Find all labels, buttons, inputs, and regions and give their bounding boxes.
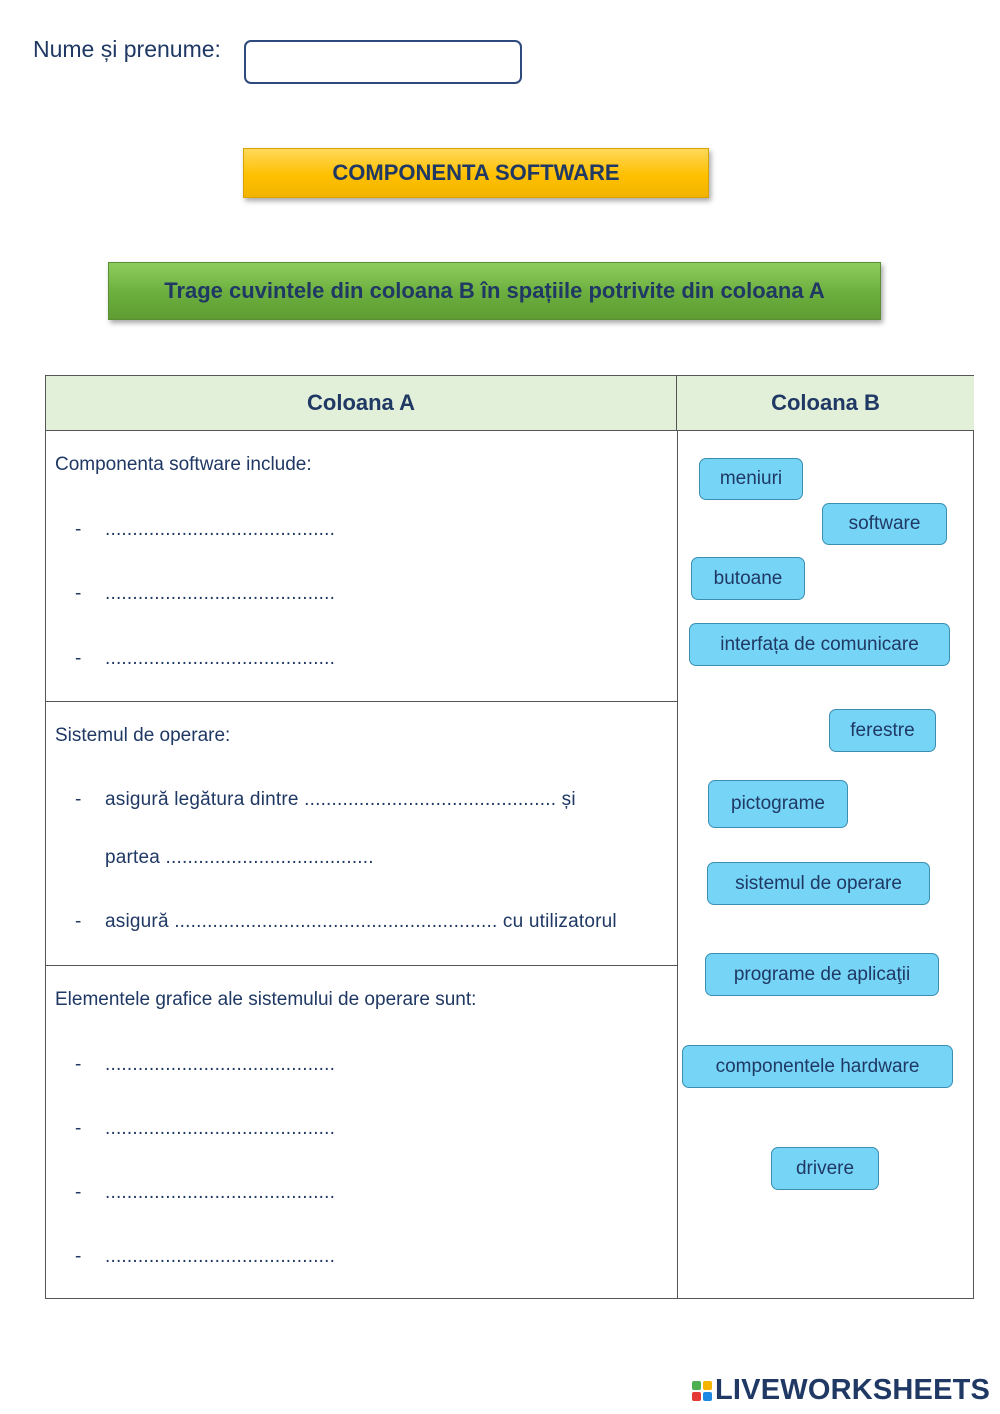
name-label: Nume și prenume: [33, 36, 221, 62]
dash: - [75, 648, 82, 669]
drop-blank[interactable]: .......................................... [105, 1118, 336, 1139]
logo-text: LIVEWORKSHEETS [715, 1374, 991, 1406]
dash: - [75, 1054, 82, 1075]
section-1-heading: Componenta software include: [55, 454, 312, 475]
column-b-header: Coloana B [677, 376, 974, 431]
instruction-banner: Trage cuvintele din coloana B în spațiile potrivite din coloana A [108, 262, 881, 320]
section-3-heading: Elementele grafice ale sistemului de operare sunt: [55, 989, 477, 1010]
word-chip-componentele-hardware[interactable]: componentele hardware [682, 1045, 953, 1088]
drop-blank[interactable]: .......................................... [105, 1054, 336, 1075]
word-chip-sistemul-de-operare[interactable]: sistemul de operare [707, 862, 930, 905]
dash: - [75, 789, 82, 810]
word-chip-butoane[interactable]: butoane [691, 557, 805, 600]
row-divider [46, 965, 677, 966]
word-chip-software[interactable]: software [822, 503, 947, 545]
column-a-header: Coloana A [46, 376, 677, 431]
drop-blank-sentence[interactable]: partea ...................................... [105, 847, 374, 868]
section-2-heading: Sistemul de operare: [55, 725, 231, 746]
word-chip-programe-de-aplicatii[interactable]: programe de aplicaţii [705, 953, 939, 996]
dash: - [75, 1182, 82, 1203]
word-chip-interfata-de-comunicare[interactable]: interfața de comunicare [689, 623, 950, 666]
drop-blank-sentence[interactable]: asigură ........................................................... cu utilizatorul [105, 911, 617, 932]
word-chip-meniuri[interactable]: meniuri [699, 458, 803, 500]
dash: - [75, 911, 82, 932]
logo-mark-icon [692, 1381, 712, 1401]
name-input[interactable] [244, 40, 522, 84]
dash: - [75, 1246, 82, 1267]
drop-blank[interactable]: .......................................... [105, 1246, 336, 1267]
column-divider [677, 431, 678, 1299]
word-chip-pictograme[interactable]: pictograme [708, 780, 848, 828]
word-chip-ferestre[interactable]: ferestre [829, 709, 936, 752]
row-divider [46, 701, 677, 702]
drop-blank[interactable]: .......................................... [105, 1182, 336, 1203]
drop-blank[interactable]: .......................................... [105, 583, 336, 604]
title-banner: COMPONENTA SOFTWARE [243, 148, 709, 198]
drop-blank-sentence[interactable]: asigură legătura dintre .............................................. și [105, 789, 576, 810]
dash: - [75, 1118, 82, 1139]
dash: - [75, 583, 82, 604]
drop-blank[interactable]: .......................................... [105, 648, 336, 669]
drop-blank[interactable]: .......................................... [105, 519, 336, 540]
liveworksheets-logo [692, 1374, 990, 1407]
dash: - [75, 519, 82, 540]
word-chip-drivere[interactable]: drivere [771, 1147, 879, 1190]
